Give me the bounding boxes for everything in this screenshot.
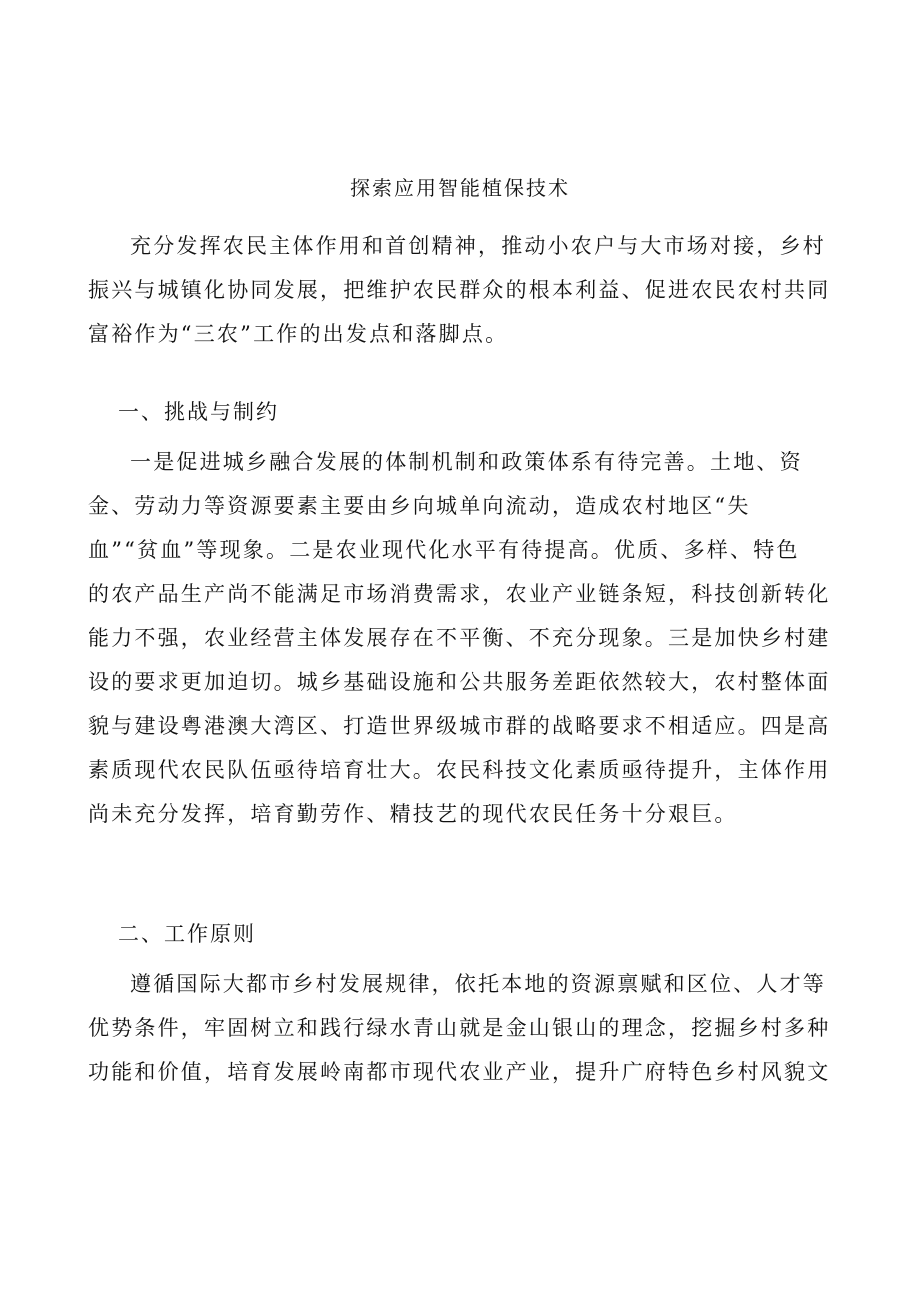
paragraph-line: 功能和价值，培育发展岭南都市现代农业产业，提升广府特色乡村风貌文 xyxy=(88,1060,831,1084)
paragraph-line: 貌与建设粤港澳大湾区、打造世界级城市群的战略要求不相适应。四是高 xyxy=(88,714,831,738)
paragraph-line: 的农产品生产尚不能满足市场消费需求，农业产业链条短，科技创新转化 xyxy=(88,582,831,606)
paragraph-line: 一是促进城乡融合发展的体制机制和政策体系有待完善。土地、资 xyxy=(130,450,803,474)
principles-paragraph xyxy=(88,962,833,1094)
challenges-paragraph xyxy=(88,440,833,836)
intro-line: 振兴与城镇化协同发展，把维护农民群众的根本利益、促进农民农村共同 xyxy=(88,278,831,302)
intro-line: 富裕作为“三农”工作的出发点和落脚点。 xyxy=(88,322,509,346)
section-heading-challenges: 一、挑战与制约 xyxy=(118,400,279,424)
paragraph-line: 设的要求更加迫切。城乡基础设施和公共服务差距依然较大，农村整体面 xyxy=(88,670,831,694)
intro-paragraph xyxy=(88,224,833,356)
paragraph-line: 金、劳动力等资源要素主要由乡向城单向流动，造成农村地区“失 xyxy=(88,494,751,518)
paragraph-line: 遵循国际大都市乡村发展规律，依托本地的资源禀赋和区位、人才等 xyxy=(130,972,826,996)
section-heading-principles: 二、工作原则 xyxy=(118,922,256,946)
paragraph-line: 素质现代农民队伍亟待培育壮大。农民科技文化素质亟待提升，主体作用 xyxy=(88,758,831,782)
paragraph-line: 能力不强，农业经营主体发展存在不平衡、不充分现象。三是加快乡村建 xyxy=(88,626,831,650)
document-title: 探索应用智能植保技术 xyxy=(350,176,570,200)
paragraph-line: 血”“贫血”等现象。二是农业现代化水平有待提高。优质、多样、特色 xyxy=(88,538,800,562)
paragraph-line: 尚未充分发挥，培育勤劳作、精技艺的现代农民任务十分艰巨。 xyxy=(88,802,738,826)
paragraph-line: 优势条件，牢固树立和践行绿水青山就是金山银山的理念，挖掘乡村多种 xyxy=(88,1016,831,1040)
intro-line: 充分发挥农民主体作用和首创精神，推动小农户与大市场对接，乡村 xyxy=(130,234,826,258)
